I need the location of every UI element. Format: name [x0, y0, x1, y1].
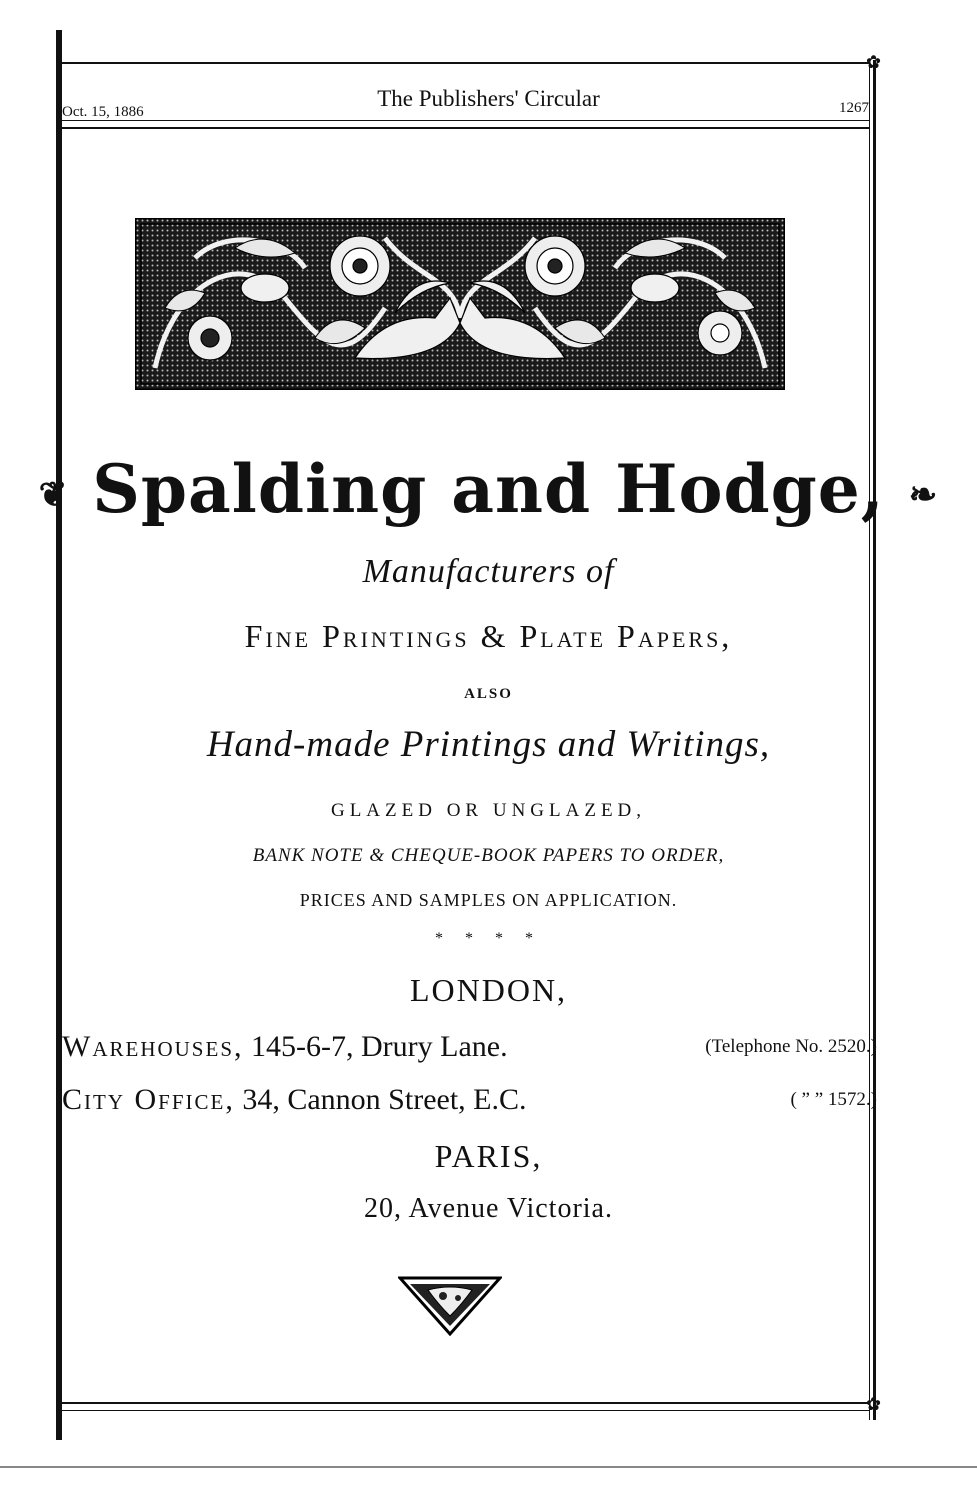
- header-rule-lower: [62, 127, 870, 129]
- manufacturers-of: Manufacturers of: [362, 553, 615, 590]
- bank-note-line: BANK NOTE & CHEQUE-BOOK PAPERS TO ORDER,: [252, 845, 725, 866]
- bottom-rule: [62, 1402, 870, 1404]
- handmade-line: Hand-made Printings and Writings,: [206, 724, 771, 765]
- glazed-line: GLAZED OR UNGLAZED,: [330, 800, 647, 821]
- page-bottom-edge: [0, 1466, 977, 1468]
- warehouses-label: Warehouses,: [62, 1030, 244, 1063]
- city-office-phone: ( ” ” 1572.): [790, 1089, 877, 1110]
- top-rule: [62, 62, 870, 64]
- issue-date: Oct. 15, 1886: [62, 104, 144, 120]
- fleuron-left-icon: ❦: [38, 475, 69, 515]
- warehouses-address: 145-6-7, Drury Lane.: [251, 1030, 508, 1063]
- warehouses-phone: (Telephone No. 2520.): [705, 1036, 877, 1057]
- fine-papers-line: Fine Printings & Plate Papers,: [244, 618, 733, 654]
- warehouses-address-line: [62, 1030, 877, 1064]
- ornamental-woodcut-banner-icon: [135, 218, 785, 390]
- firm-name-text: Spalding and Hodge,: [92, 450, 885, 528]
- bottom-rule-2: [62, 1410, 870, 1411]
- city-office-label: City Office,: [62, 1083, 235, 1116]
- corner-ornament-icon: ✿: [866, 1394, 882, 1414]
- paris-heading: PARIS,: [434, 1138, 543, 1174]
- london-heading: LONDON,: [409, 972, 568, 1008]
- paris-address: 20, Avenue Victoria.: [363, 1193, 613, 1224]
- header-rule-upper: [62, 120, 870, 121]
- also-label: ALSO: [464, 686, 513, 702]
- page-number: 1267: [839, 100, 869, 116]
- city-office-address-line: [62, 1083, 877, 1117]
- city-office-address: 34, Cannon Street, E.C.: [242, 1083, 527, 1116]
- triangular-tailpiece-icon: [398, 1276, 502, 1336]
- fleuron-right-icon: ❧: [908, 475, 939, 515]
- journal-title: The Publishers' Circular: [377, 86, 600, 111]
- firm-name: [0, 450, 977, 528]
- corner-ornament-icon: ✿: [866, 52, 882, 72]
- asterism-divider: * * * *: [435, 930, 542, 947]
- prices-line: PRICES AND SAMPLES ON APPLICATION.: [299, 890, 678, 910]
